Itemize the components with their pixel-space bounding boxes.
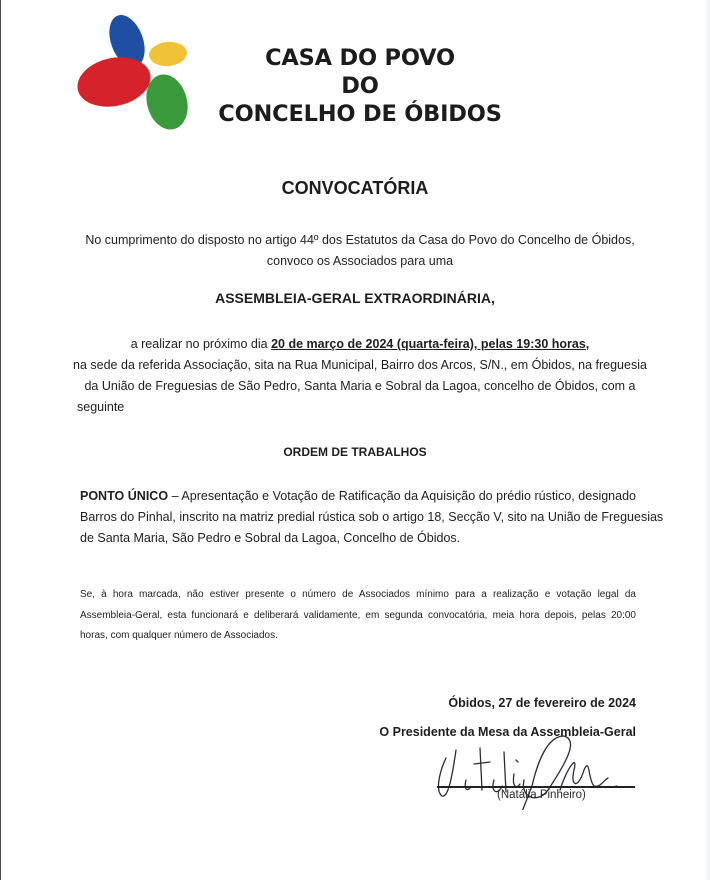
meeting-location-line: na sede da referida Associação, sita na Rua Municipal, Bairro dos Arcos, S/N., em Óbidos, na freguesia: [73, 358, 647, 372]
signature-line: [437, 786, 635, 788]
assembly-title: ASSEMBLEIA-GERAL EXTRAORDINÁRIA,: [215, 290, 495, 306]
meeting-details: [60, 334, 660, 418]
agenda-point-text: – Apresentação e Votação de Ratificação da Aquisição do prédio rústico, designado: [168, 489, 636, 503]
intro-paragraph: [60, 230, 660, 272]
agenda-point: [80, 486, 664, 549]
intro-line: No cumprimento do disposto no artigo 44º dos Estatutos da Casa do Povo do Concelho de Óbidos,: [85, 233, 635, 247]
quorum-note-line: Assembleia-Geral, esta funcionará e deliberará validamente, em segunda convocatória, meia hora depois, pelas 20:00: [80, 609, 636, 621]
agenda-title: ORDEM DE TRABALHOS: [283, 445, 427, 459]
document-title: CONVOCATÓRIA: [281, 178, 429, 198]
page-left-edge: [0, 0, 1, 880]
organization-name-line: DO: [341, 73, 379, 99]
agenda-point-line: Barros do Pinhal, inscrito na matriz predial rústica sob o artigo 18, Secção V, sito na União de Freguesias: [80, 510, 664, 524]
agenda-point-line: de Santa Maria, São Pedro e Sobral da Lagoa, Concelho de Óbidos.: [80, 531, 461, 545]
signatory-role: O Presidente da Mesa da Assembleia-Geral: [379, 725, 636, 739]
meeting-location-line: seguinte: [77, 400, 125, 414]
organization-name-line: CASA DO POVO: [265, 45, 455, 71]
meeting-date-prefix: a realizar no próximo dia: [130, 337, 272, 351]
organization-name: [200, 44, 520, 128]
quorum-note: [80, 585, 636, 647]
agenda-point-line: [80, 486, 636, 507]
page-right-edge: [704, 0, 710, 880]
signatory-name: (Natália Pinheiro): [497, 789, 586, 801]
meeting-location-line: da União de Freguesias de São Pedro, Santa Maria e Sobral da Lagoa, concelho de Óbidos, com a: [84, 379, 636, 393]
organization-logo: [72, 6, 202, 136]
quorum-note-line: horas, com qualquer número de Associados.: [80, 630, 278, 641]
meeting-date-line: [60, 334, 660, 355]
logo-yellow-petal: [148, 40, 188, 67]
organization-name-line: CONCELHO DE ÓBIDOS: [218, 101, 502, 127]
meeting-date-time: 20 de março de 2024 (quarta-feira), pelas 19:30 horas: [271, 337, 586, 351]
place-and-date: Óbidos, 27 de fevereiro de 2024: [448, 696, 636, 710]
intro-line: convoco os Associados para uma: [266, 254, 454, 268]
agenda-point-label: PONTO ÚNICO: [80, 489, 169, 503]
quorum-note-line: Se, à hora marcada, não estiver presente o número de Associados mínimo para a realização e votação legal da: [80, 589, 636, 600]
meeting-date-suffix: ,: [585, 337, 590, 351]
logo-red-petal: [73, 51, 155, 113]
